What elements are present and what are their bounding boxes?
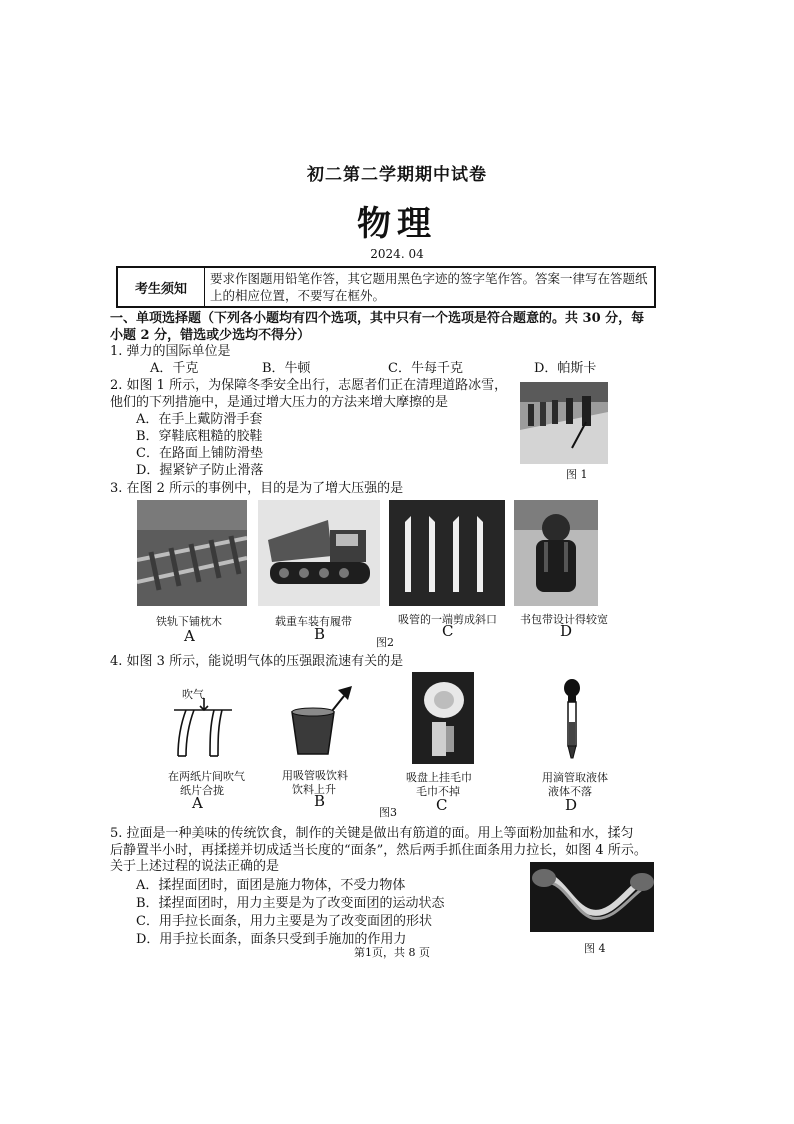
figure-2b-photo <box>258 500 380 606</box>
cup-straw-drawing <box>286 684 358 764</box>
figure-2a-letter: A <box>184 627 195 645</box>
q5-option-a: A．揉捏面团时，面团是施力物体，不受力物体 <box>136 878 406 893</box>
figure-3d-letter: D <box>565 796 578 814</box>
figure-3c-caption-line2: 毛巾不掉 <box>416 785 460 798</box>
dropper-drawing <box>558 678 588 762</box>
figure-3a-letter: A <box>192 794 203 812</box>
figure-2a-photo <box>137 500 247 606</box>
figure-3c-caption-line1: 吸盘上挂毛巾 <box>406 771 472 784</box>
figure-2d-caption: 书包带设计得较宽 <box>520 613 608 626</box>
figure-3a-caption-line2: 纸片合拢 <box>180 784 224 797</box>
q2-option-c: C．在路面上铺防滑垫 <box>136 446 263 461</box>
notice-text: 要求作图题用铅笔作答，其它题用黑色字迹的签字笔作答。答案一律写在答题纸上的相应位置，不要写在框外。 <box>210 271 648 303</box>
blow-label: 吹气 <box>182 688 204 701</box>
q2-option-a: A．在手上戴防滑手套 <box>136 412 263 427</box>
q1-option-c: C．牛每千克 <box>388 361 463 376</box>
figure-2b-caption: 载重车装有履带 <box>275 615 352 628</box>
figure-3-label: 图3 <box>379 806 397 819</box>
railway-sleepers-photo <box>137 500 247 606</box>
crawler-truck-photo <box>258 500 380 606</box>
page-footer: 第1页，共 8 页 <box>354 946 430 959</box>
q5-option-c: C．用手拉长面条，用力主要是为了改变面团的形状 <box>136 914 432 929</box>
section-heading-cont: 小题 2 分，错选或少选均不得分） <box>110 328 311 343</box>
q2-stem-cont: 他们的下列措施中，是通过增大压力的方法来增大摩擦的是 <box>110 395 449 410</box>
figure-4-photo <box>530 862 654 932</box>
figure-2b-letter: B <box>314 625 326 643</box>
exam-title: 初二第二学期期中试卷 <box>307 165 487 185</box>
q1-option-a: A．千克 <box>150 361 199 376</box>
figure-2-label: 图2 <box>376 636 394 649</box>
q1-option-b: B．牛顿 <box>262 361 311 376</box>
notice-label: 考生须知 <box>118 268 205 306</box>
schoolbag-photo <box>514 500 598 606</box>
straws-photo <box>389 500 505 606</box>
figure-3a-caption-line1: 在两纸片间吹气 <box>168 770 245 783</box>
q5-stem-cont: 后静置半小时，再揉搓并切成适当长度的“面条”，然后两手抓住面条用力拉长，如图 4 所示。 <box>110 843 647 858</box>
noodle-pulling-photo <box>530 862 654 932</box>
section-heading: 一、单项选择题（下列各小题均有四个选项，其中只有一个选项是符合题意的。共 30 分，每 <box>110 311 645 326</box>
subject-title: 物理 <box>357 204 437 244</box>
figure-1-label: 图 1 <box>566 468 588 481</box>
q2-option-d: D．握紧铲子防止滑落 <box>136 463 264 478</box>
figure-2c-caption: 吸管的一端剪成斜口 <box>398 613 497 626</box>
notice-box <box>116 266 656 308</box>
q5-option-d: D．用手拉长面条，面条只受到手施加的作用力 <box>136 932 407 947</box>
figure-2c-letter: C <box>442 622 454 640</box>
figure-2d-photo <box>514 500 598 606</box>
figure-2d-letter: D <box>560 622 573 640</box>
suction-cup-photo <box>412 672 474 764</box>
suction-towel-photo <box>412 672 474 764</box>
q2-option-b: B．穿鞋底粗糙的胶鞋 <box>136 429 263 444</box>
figure-2a-caption: 铁轨下铺枕木 <box>156 615 222 628</box>
q3-stem: 3. 在图 2 所示的事例中，目的是为了增大压强的是 <box>110 481 404 496</box>
q1-stem: 1. 弹力的国际单位是 <box>110 344 231 359</box>
q4-stem: 4. 如图 3 所示，能说明气体的压强跟流速有关的是 <box>110 654 404 669</box>
figure-2c-photo <box>389 500 505 606</box>
figure-3d-caption-line2: 液体不落 <box>548 785 592 798</box>
q2-stem: 2. 如图 1 所示，为保障冬季安全出行，志愿者们正在清理道路冰雪， <box>110 378 508 393</box>
figure-3b-caption-line2: 饮料上升 <box>292 783 336 796</box>
figure-3d-caption-line1: 用滴管取液体 <box>542 771 608 784</box>
q5-option-b: B．揉捏面团时，用力主要是为了改变面团的运动状态 <box>136 896 445 911</box>
snow-clearing-photo <box>520 382 608 464</box>
figure-3b-caption-line1: 用吸管吸饮料 <box>282 769 348 782</box>
figure-3b-letter: B <box>314 792 326 810</box>
figure-4-label: 图 4 <box>584 942 606 955</box>
q5-stem: 5. 拉面是一种美味的传统饮食，制作的关键是做出有筋道的面。用上等面粉加盐和水，揉匀 <box>110 826 634 841</box>
q5-stem-cont2: 关于上述过程的说法正确的是 <box>110 859 280 874</box>
q1-option-d: D．帕斯卡 <box>534 361 597 376</box>
figure-1-photo <box>520 382 608 464</box>
exam-date: 2024. 04 <box>370 247 424 261</box>
figure-3c-letter: C <box>436 796 448 814</box>
paper-sheets-drawing <box>170 696 236 760</box>
